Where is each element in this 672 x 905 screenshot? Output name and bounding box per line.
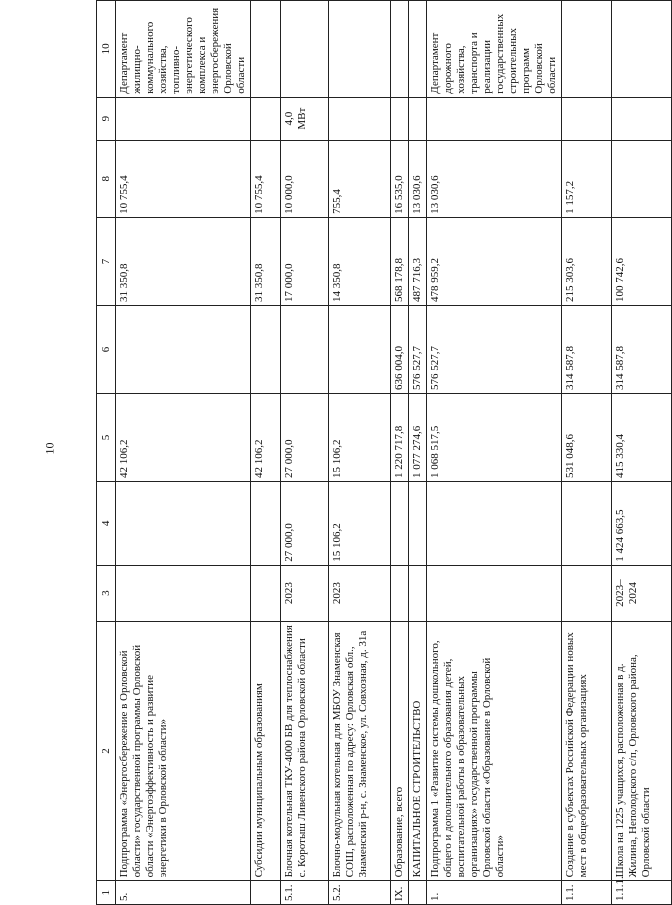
- document-page: [96, 0, 652, 905]
- table-cell: [409, 565, 427, 621]
- table-cell: [427, 482, 562, 566]
- table-cell: [391, 482, 409, 566]
- column-header: 1: [97, 881, 116, 905]
- table-cell: [562, 565, 612, 621]
- rotated-table-wrapper: [96, 0, 652, 905]
- table-cell: [116, 565, 251, 621]
- table-row: [251, 1, 281, 905]
- item-name-cell: Блочно-модульная котельная для МБОУ Знаменская СОШ, расположенная по адресу: Орловская обл., Знаменский р-н, с. Знаменское, ул. Совхозная, д. 31а: [329, 621, 391, 881]
- table-row: [116, 1, 251, 905]
- table-cell: 576 527,7: [427, 305, 562, 393]
- table-cell: Департамент жилищно-коммунального хозяйства, топливно-энергетического комплекса и энергосбережения Орловской области: [116, 1, 251, 98]
- table-cell: 17 000,0: [281, 217, 329, 305]
- item-name-cell: Подпрограмма «Энергосбережение в Орловской области» государственной программы Орловской области «Энергоэффективность и развитие энергетики в Орловской области»: [116, 621, 251, 881]
- table-cell: [562, 482, 612, 566]
- column-header: 5: [97, 393, 116, 481]
- table-cell: [562, 1, 612, 98]
- table-cell: 478 959,2: [427, 217, 562, 305]
- table-cell: 1 068 517,5: [427, 393, 562, 481]
- table-cell: 100 742,6: [612, 217, 672, 305]
- table-cell: [427, 565, 562, 621]
- row-number-cell: 1.1.1.: [612, 881, 672, 905]
- table-cell: 2023: [281, 565, 329, 621]
- row-number-cell: [251, 881, 281, 905]
- row-number-cell: 5.1.: [281, 881, 329, 905]
- table-cell: [251, 1, 281, 98]
- column-header: 10: [97, 1, 116, 98]
- table-cell: [612, 1, 672, 98]
- table-cell: [116, 482, 251, 566]
- column-header: 9: [97, 97, 116, 140]
- table-cell: 576 527,7: [409, 305, 427, 393]
- table-cell: 636 004,0: [391, 305, 409, 393]
- table-cell: 2023: [329, 565, 391, 621]
- table-cell: [409, 482, 427, 566]
- table-cell: 16 535,0: [391, 140, 409, 217]
- page-number: 10: [42, 442, 57, 455]
- table-cell: [116, 97, 251, 140]
- table-cell: 568 178,8: [391, 217, 409, 305]
- row-number-cell: 1.: [427, 881, 562, 905]
- item-name-cell: Создание в субъектах Российской Федерации новых мест в общеобразовательных организациях: [562, 621, 612, 881]
- column-header: 4: [97, 482, 116, 566]
- table-cell: 1 220 717,8: [391, 393, 409, 481]
- table-cell: [612, 140, 672, 217]
- table-cell: [281, 305, 329, 393]
- table-row: [329, 1, 391, 905]
- table-row: [281, 1, 329, 905]
- table-cell: 31 350,8: [251, 217, 281, 305]
- table-cell: 42 106,2: [116, 393, 251, 481]
- row-number-cell: 5.2.: [329, 881, 391, 905]
- table-cell: 13 030,6: [409, 140, 427, 217]
- table-cell: 31 350,8: [116, 217, 251, 305]
- table-cell: [391, 1, 409, 98]
- column-header: 3: [97, 565, 116, 621]
- budget-table: [96, 0, 672, 905]
- table-cell: [251, 482, 281, 566]
- table-cell: [409, 1, 427, 98]
- table-cell: 15 106,2: [329, 482, 391, 566]
- table-cell: 1 424 663,5: [612, 482, 672, 566]
- table-cell: 215 303,6: [562, 217, 612, 305]
- table-cell: [329, 305, 391, 393]
- row-number-cell: 1.1.: [562, 881, 612, 905]
- table-cell: 415 330,4: [612, 393, 672, 481]
- item-name-cell: Блочная котельная ТКУ-4000 БВ для теплоснабжения с. Коротыш Ливенского района Орловской области: [281, 621, 329, 881]
- row-number-cell: [409, 881, 427, 905]
- table-cell: 1 077 274,6: [409, 393, 427, 481]
- table-cell: [251, 565, 281, 621]
- table-cell: 314 587,8: [612, 305, 672, 393]
- table-row: [391, 1, 409, 905]
- table-cell: [116, 305, 251, 393]
- table-cell: 2023–2024: [612, 565, 672, 621]
- table-cell: [329, 97, 391, 140]
- table-cell: 42 106,2: [251, 393, 281, 481]
- table-cell: 531 048,6: [562, 393, 612, 481]
- table-cell: 4,0 МВт: [281, 97, 329, 140]
- table-cell: Департамент дорожного хозяйства, транспорта и реализации государственных строительных программ Орловской области: [427, 1, 562, 98]
- column-header: 6: [97, 305, 116, 393]
- table-cell: [427, 97, 562, 140]
- table-cell: 27 000,0: [281, 482, 329, 566]
- row-number-cell: 5.: [116, 881, 251, 905]
- table-cell: 487 716,3: [409, 217, 427, 305]
- table-cell: [562, 97, 612, 140]
- item-name-cell: Подпрограмма 1 «Развитие системы дошкольного, общего и дополнительного образования детей, воспитательной работы в образовательных организациях» государственной программы Орловской области «Образование в Орловской области»: [427, 621, 562, 881]
- table-row: [427, 1, 562, 905]
- table-cell: 14 350,8: [329, 217, 391, 305]
- table-cell: [391, 565, 409, 621]
- table-cell: 27 000,0: [281, 393, 329, 481]
- table-header-row: [97, 1, 116, 905]
- table-cell: 10 755,4: [251, 140, 281, 217]
- table-cell: 755,4: [329, 140, 391, 217]
- table-row: [409, 1, 427, 905]
- column-header: 7: [97, 217, 116, 305]
- row-number-cell: IX.: [391, 881, 409, 905]
- table-cell: 314 587,8: [562, 305, 612, 393]
- item-name-cell: Школа на 1225 учащихся, расположенная в д. Жилина, Неполодского с/п, Орловского района, Орловской области: [612, 621, 672, 881]
- table-cell: 1 157,2: [562, 140, 612, 217]
- column-header: 2: [97, 621, 116, 881]
- table-cell: 10 000,0: [281, 140, 329, 217]
- column-header: 8: [97, 140, 116, 217]
- item-name-cell: КАПИТАЛЬНОЕ СТРОИТЕЛЬСТВО: [409, 621, 427, 881]
- table-row: [612, 1, 672, 905]
- table-cell: [251, 305, 281, 393]
- table-cell: [329, 1, 391, 98]
- table-cell: 15 106,2: [329, 393, 391, 481]
- table-cell: [391, 97, 409, 140]
- table-cell: [251, 97, 281, 140]
- item-name-cell: Образование, всего: [391, 621, 409, 881]
- item-name-cell: Субсидии муниципальным образованиям: [251, 621, 281, 881]
- table-cell: [281, 1, 329, 98]
- table-cell: 10 755,4: [116, 140, 251, 217]
- table-cell: [612, 97, 672, 140]
- table-cell: 13 030,6: [427, 140, 562, 217]
- table-cell: [409, 97, 427, 140]
- table-row: [562, 1, 612, 905]
